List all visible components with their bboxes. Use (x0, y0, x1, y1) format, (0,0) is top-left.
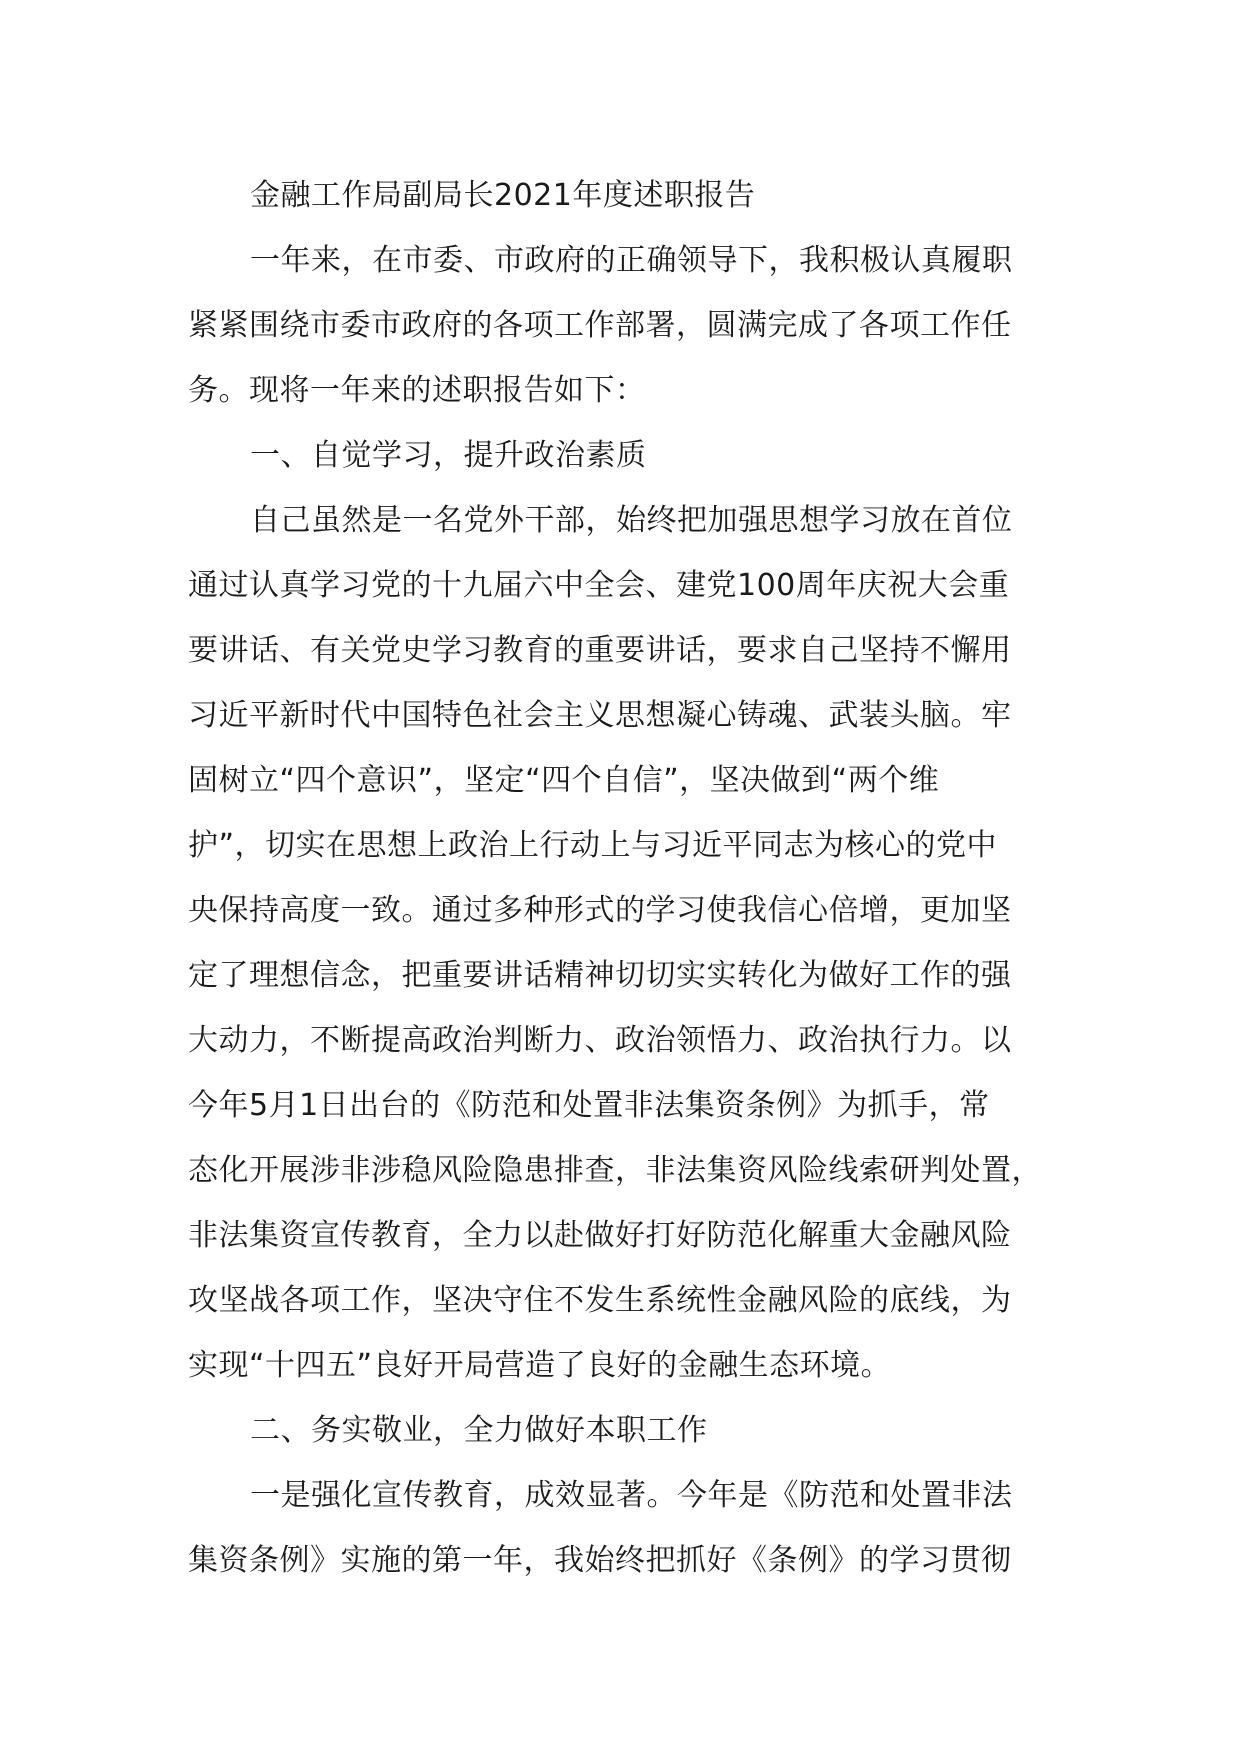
paragraph-line: 定了理想信念，把重要讲话精神切切实实转化为做好工作的强 (188, 958, 1012, 993)
paragraph-line: 态化开展涉非涉稳风险隐患排查，非法集资风险线索研判处置， (188, 1153, 1042, 1188)
paragraph-line: 一是强化宣传教育，成效显著。今年是《防范和处置非法 (250, 1478, 1013, 1513)
paragraph-line: 习近平新时代中国特色社会主义思想凝心铸魂、武装头脑。牢 (188, 698, 1012, 733)
document-title: 金融工作局副局长2021年度述职报告 (250, 178, 756, 213)
paragraph-line: 集资条例》实施的第一年，我始终把抓好《条例》的学习贯彻 (188, 1543, 1012, 1578)
paragraph-line: 央保持高度一致。通过多种形式的学习使我信心倍增，更加坚 (188, 893, 1012, 928)
paragraph-line: 一年来，在市委、市政府的正确领导下，我积极认真履职 (250, 243, 1013, 278)
paragraph-line: 今年5月1日出台的《防范和处置非法集资条例》为抓手，常 (188, 1088, 990, 1123)
section-heading: 二、务实敬业，全力做好本职工作 (250, 1413, 708, 1448)
paragraph-line: 大动力，不断提高政治判断力、政治领悟力、政治执行力。以 (188, 1023, 1012, 1058)
paragraph-line: 实现“十四五”良好开局营造了良好的金融生态环境。 (188, 1348, 892, 1383)
paragraph-line: 护”，切实在思想上政治上行动上与习近平同志为核心的党中 (188, 828, 998, 863)
paragraph-line: 非法集资宣传教育，全力以赴做好打好防范化解重大金融风险 (188, 1218, 1012, 1253)
paragraph-line: 紧紧围绕市委市政府的各项工作部署，圆满完成了各项工作任 (188, 308, 1012, 343)
paragraph-line: 通过认真学习党的十九届六中全会、建党100周年庆祝大会重 (188, 568, 1010, 603)
paragraph-line: 要讲话、有关党史学习教育的重要讲话，要求自己坚持不懈用 (188, 633, 1012, 668)
paragraph-line: 固树立“四个意识”，坚定“四个自信”，坚决做到“两个维 (188, 763, 940, 798)
section-heading: 一、自觉学习，提升政治素质 (250, 438, 647, 473)
paragraph-line: 自己虽然是一名党外干部，始终把加强思想学习放在首位 (250, 503, 1013, 538)
paragraph-line: 攻坚战各项工作，坚决守住不发生系统性金融风险的底线，为 (188, 1283, 1012, 1318)
paragraph-line: 务。现将一年来的述职报告如下： (188, 373, 646, 408)
